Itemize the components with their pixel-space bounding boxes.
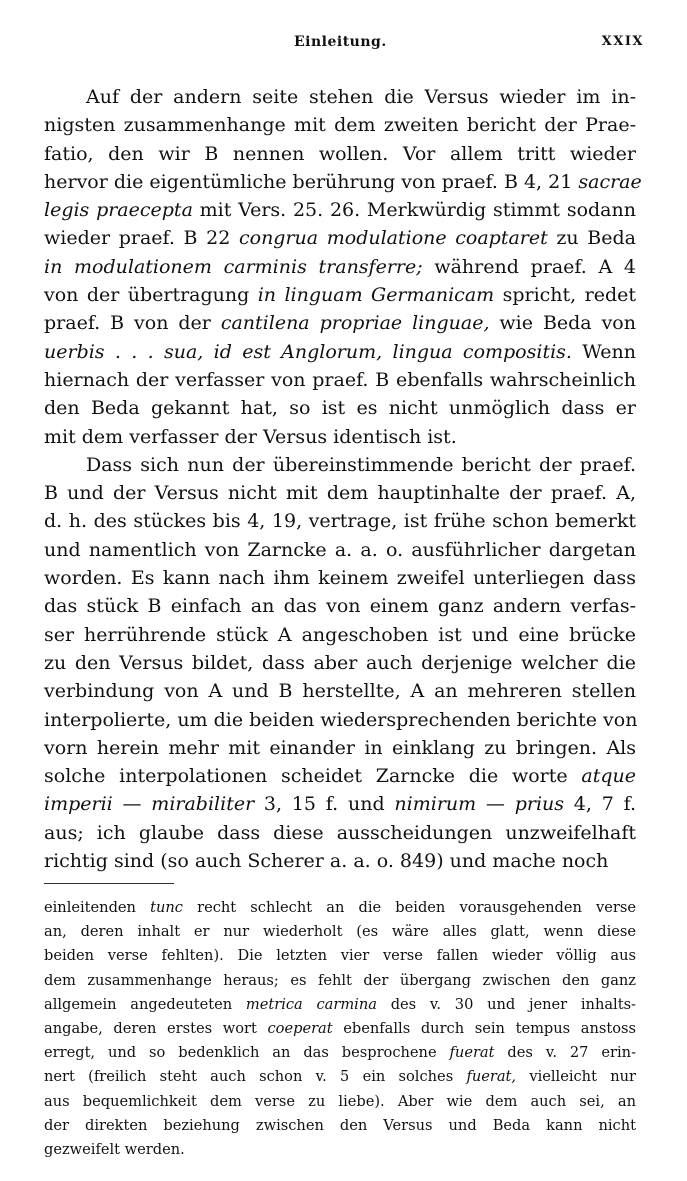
text-run: vorn herein mehr mit einander in einklang zu bringen. Als — [44, 736, 636, 759]
text-run: nert (freilich steht auch schon v. 5 ein solches — [44, 1068, 467, 1086]
text-line — [44, 451, 636, 479]
italic-text: coeperat — [267, 1020, 333, 1038]
text-line — [44, 83, 636, 111]
text-line — [44, 790, 636, 818]
text-run: B und der Versus nicht mit dem hauptinhalte der praef. A, — [44, 482, 636, 505]
italic-text: fuerat, — [466, 1068, 517, 1086]
text-run: nigsten zusammenhange mit dem zweiten bericht der Prae- — [44, 114, 636, 137]
text-line — [44, 621, 636, 649]
text-run: von der übertragung — [44, 284, 258, 307]
text-run: ebenfalls durch sein tempus anstoss — [332, 1020, 636, 1038]
text-line — [44, 1090, 636, 1114]
text-run: praef. B von der — [44, 312, 221, 335]
text-line — [44, 1114, 636, 1138]
paragraph-1 — [44, 83, 642, 451]
text-run: das stück B einfach an das von einem ganz andern verfas- — [44, 595, 636, 618]
text-line — [44, 734, 636, 762]
text-run: allgemein angedeuteten — [44, 995, 246, 1013]
text-run: Wenn — [571, 340, 636, 363]
text-run: 3, 15 f. und — [254, 793, 395, 816]
text-run: an, deren inhalt er nur wiederholt (es wäre alles glatt, wenn diese — [44, 923, 636, 941]
text-line — [44, 1041, 636, 1065]
text-run: dem zusammenhange heraus; es fehlt der übergang zwischen den ganz — [44, 971, 636, 989]
italic-text: congrua modulatione coaptaret — [238, 227, 548, 250]
text-line — [44, 1065, 636, 1089]
text-run: und namentlich von Zarncke a. a. o. ausführlicher dargetan — [44, 538, 636, 561]
text-run: aus bequemlichkeit dem verse zu liebe). Aber wie dem auch sei, an — [44, 1092, 636, 1110]
text-line — [44, 423, 636, 451]
text-run: richtig sind (so auch Scherer a. a. o. 849) und mache noch — [44, 850, 609, 873]
text-run: angabe, deren erstes wort — [44, 1020, 268, 1038]
main-text — [44, 83, 642, 875]
text-run: erregt, und so bedenklich an das besprochene — [44, 1044, 450, 1062]
text-run: 4, 7 f. — [564, 793, 636, 816]
text-line — [44, 394, 636, 422]
italic-text: nimirum — prius — [394, 793, 565, 816]
text-line — [44, 762, 636, 790]
italic-text: fuerat — [449, 1044, 495, 1062]
paragraph-2 — [44, 451, 636, 875]
text-line — [44, 819, 636, 847]
text-line — [44, 969, 636, 993]
running-header — [44, 34, 644, 56]
text-run: der direkten beziehung zwischen den Versus und Beda kann nicht — [44, 1116, 636, 1134]
text-run: solche interpolationen scheidet Zarncke die worte — [44, 765, 582, 788]
italic-text: imperii — mirabiliter — [44, 793, 255, 816]
text-line — [44, 479, 636, 507]
text-run: zu Beda — [547, 227, 636, 250]
text-line — [44, 196, 636, 224]
text-run: interpolierte, um die beiden wiedersprechenden berichte von — [44, 708, 638, 731]
text-line — [44, 224, 636, 252]
italic-text: uerbis . . . sua, id est Anglorum, lingua compositis. — [44, 340, 572, 363]
text-run: hiernach der verfasser von praef. B ebenfalls wahrscheinlich — [44, 368, 636, 391]
running-title: Einleitung. — [294, 34, 387, 50]
text-run: gezweifelt werden. — [44, 1141, 185, 1159]
text-line — [44, 706, 636, 734]
italic-text: sacrae — [578, 170, 642, 193]
text-line — [44, 111, 636, 139]
text-line — [44, 649, 636, 677]
text-line — [44, 1138, 636, 1162]
text-line — [44, 944, 636, 968]
text-run: Auf der andern seite stehen die Versus wieder im in- — [86, 86, 636, 108]
text-run: den Beda gekannt hat, so ist es nicht unmöglich dass er — [44, 397, 636, 420]
text-run: zu den Versus bildet, dass aber auch derjenige welcher die — [44, 651, 636, 674]
italic-text: legis praecepta — [44, 199, 193, 222]
footnote-rule — [44, 883, 174, 884]
text-line — [44, 592, 636, 620]
text-line — [44, 1017, 636, 1041]
text-run: verbindung von A und B herstellte, A an mehreren stellen — [44, 680, 636, 703]
text-line — [44, 338, 636, 366]
text-line — [44, 309, 636, 337]
text-run: beiden verse fehlten). Die letzten vier verse fallen wieder völlig aus — [44, 947, 636, 965]
italic-text: in linguam Germanicam — [257, 284, 495, 307]
italic-text: tunc — [150, 899, 183, 916]
footnote — [44, 896, 636, 1162]
text-run: vielleicht nur — [516, 1068, 636, 1086]
text-line — [44, 281, 636, 309]
text-run: wieder praef. B 22 — [44, 227, 239, 250]
text-run: Dass sich nun der übereinstimmende bericht der praef. — [86, 453, 636, 476]
text-run: ser herrührende stück A angeschoben ist und eine brücke — [44, 623, 636, 646]
text-line — [44, 507, 636, 535]
text-run: einleitenden — [44, 899, 151, 916]
text-line — [44, 536, 636, 564]
text-run: worden. Es kann nach ihm keinem zweifel unterliegen dass — [44, 567, 636, 590]
text-run: mit dem verfasser der Versus identisch ist. — [44, 425, 457, 448]
text-line — [44, 366, 636, 394]
text-line — [44, 920, 636, 944]
text-run: fatio, den wir B nennen wollen. Vor allem tritt wieder — [44, 142, 636, 165]
text-run: des v. 30 und jener inhalts- — [376, 995, 636, 1013]
text-line — [44, 140, 636, 168]
text-line — [44, 993, 636, 1017]
page-number: XXIX — [601, 34, 644, 49]
italic-text: cantilena propriae linguae, — [220, 312, 490, 335]
text-run: spricht, redet — [494, 284, 636, 307]
text-line — [44, 168, 642, 196]
text-run: des v. 27 erin- — [494, 1044, 636, 1062]
italic-text: in modulationem carminis transferre; — [44, 255, 423, 278]
italic-text: atque — [581, 765, 636, 788]
text-run: aus; ich glaube dass diese ausscheidungen unzweifelhaft — [44, 821, 636, 844]
text-line — [44, 677, 636, 705]
text-run: während praef. A 4 — [422, 255, 636, 278]
text-line — [44, 847, 636, 875]
text-run: mit Vers. 25. 26. Merkwürdig stimmt sodann — [192, 199, 636, 222]
text-line — [44, 896, 636, 920]
text-run: hervor die eigentümliche berührung von praef. B 4, 21 — [44, 170, 579, 193]
text-run: recht schlecht an die beiden vorausgehenden verse — [182, 899, 636, 916]
italic-text: metrica carmina — [245, 995, 377, 1013]
text-line — [44, 253, 636, 281]
text-line — [44, 564, 636, 592]
text-run: d. h. des stückes bis 4, 19, vertrage, ist frühe schon bemerkt — [44, 510, 636, 533]
text-run: wie Beda von — [489, 312, 636, 335]
